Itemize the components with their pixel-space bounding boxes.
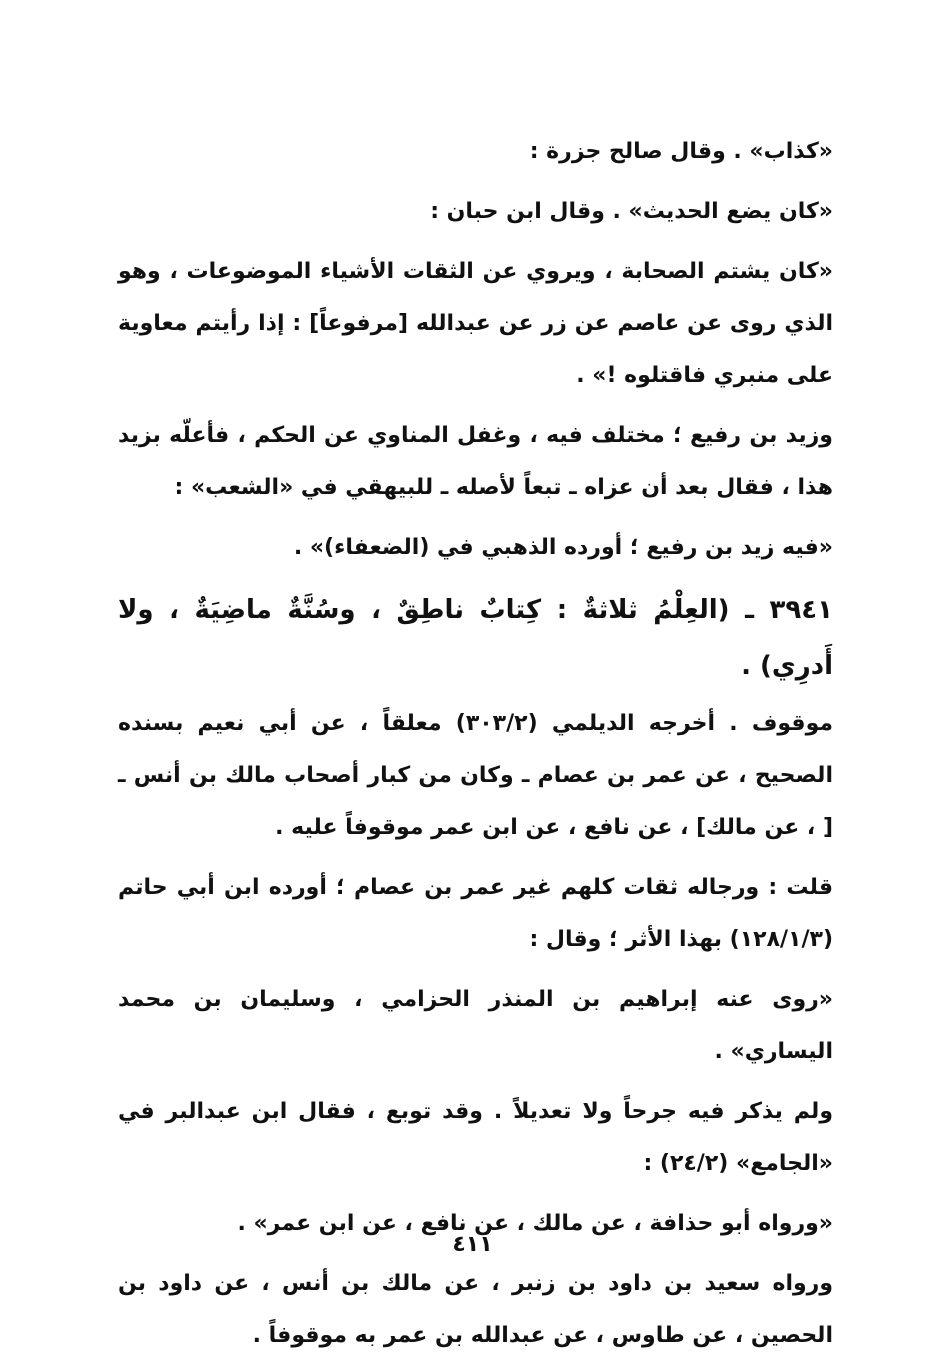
paragraph-9: ولم يذكر فيه جرحاً ولا تعديلاً . وقد توبع ، فقال ابن عبدالبر في «الجامع» (٢٤/٢) : — [118, 1099, 833, 1176]
paragraph-8: «روى عنه إبراهيم بن المنذر الحزامي ، وسليمان بن محمد اليساري» . — [118, 987, 833, 1064]
paragraph-3: «كان يشتم الصحابة ، ويروي عن الثقات الأشياء الموضوعات ، وهو الذي روى عن عاصم عن زر عن عبدالله [مرفوعاً] : إذا رأيتم معاوية على منبري فاقتلوه !» . — [118, 259, 833, 388]
paragraph-7: قلت : ورجاله ثقات كلهم غير عمر بن عصام ؛ أورده ابن أبي حاتم (١٢٨/١/٣) بهذا الأثر ؛ وقال : — [118, 875, 833, 952]
page-number: ٤١١ — [452, 1232, 493, 1257]
hadith-heading: ٣٩٤١ ـ (العِلْمُ ثلاثةٌ : كِتابٌ ناطِقٌ ، وسُنَّةٌ ماضِيَةٌ ، ولا أَدرِي) . — [118, 595, 833, 681]
paragraph-5: «فيه زيد بن رفيع ؛ أورده الذهبي في (الضعفاء)» . — [293, 535, 833, 560]
paragraph-2: «كان يضع الحديث» . وقال ابن حبان : — [430, 199, 833, 224]
paragraph-10: «ورواه أبو حذافة ، عن مالك ، عن نافع ، عن ابن عمر» . — [237, 1211, 833, 1236]
paragraph-1: «كذاب» . وقال صالح جزرة : — [529, 139, 833, 164]
page-body — [118, 126, 833, 1362]
paragraph-6: موقوف . أخرجه الديلمي (٣٠٣/٢) معلقاً ، عن أبي نعيم بسنده الصحيح ، عن عمر بن عصام ـ وكان من كبار أصحاب مالك بن أنس ـ [ ، عن مالك] ، عن نافع ، عن ابن عمر موقوفاً عليه . — [118, 711, 833, 840]
paragraph-4: وزيد بن رفيع ؛ مختلف فيه ، وغفل المناوي عن الحكم ، فأعلّه بزيد هذا ، فقال بعد أن عزاه ـ تبعاً لأصله ـ للبيهقي في «الشعب» : — [118, 423, 833, 500]
paragraph-11: ورواه سعيد بن داود بن زنبر ، عن مالك بن أنس ، عن داود بن الحصين ، عن طاوس ، عن عبدالله بن عمر به موقوفاً . — [118, 1271, 833, 1348]
